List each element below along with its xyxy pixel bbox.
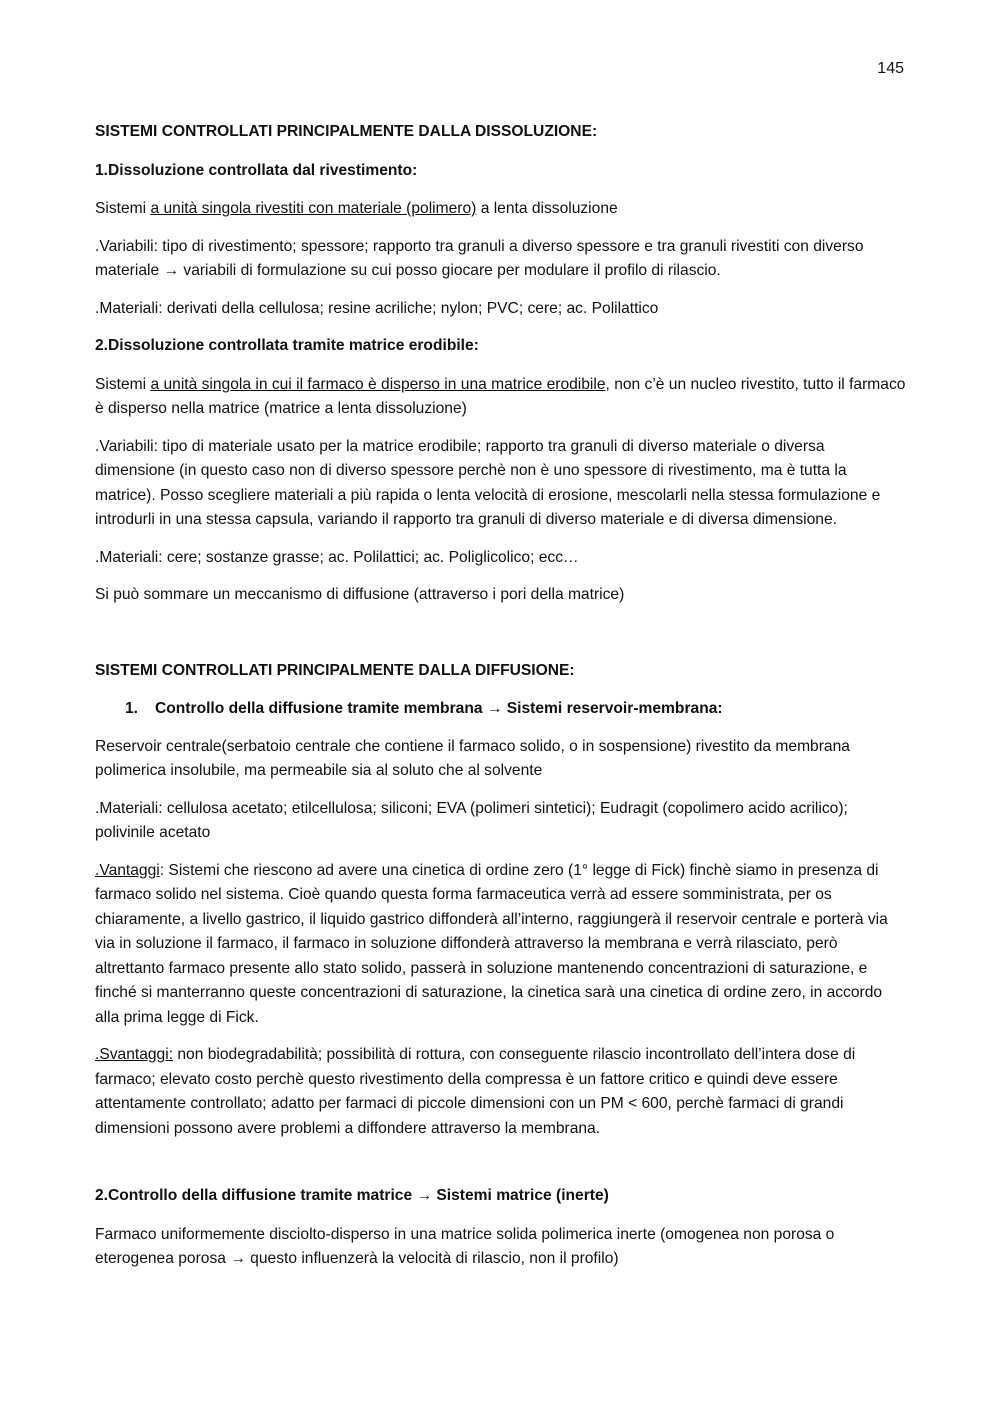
paragraph: Reservoir centrale(serbatoio centrale che contiene il farmaco solido, o in sospensione) rivestito da membrana polimerica insolubile, ma permeabile sia al soluto che al solvente — [95, 737, 850, 779]
underlined-text: a unità singola rivestiti con materiale (polimero) — [150, 200, 477, 217]
underlined-text: a unità singola in cui il farmaco è disperso in una matrice erodibile — [150, 375, 606, 393]
paragraph: .Materiali: cere; sostanze grasse; ac. Polilattici; ac. Poliglicolico; ecc… — [95, 548, 579, 566]
paragraph: .Variabili: tipo di rivestimento; spessore; rapporto tra granuli a diverso spessore e tra granuli rivestiti con diverso materiale → variabili di formulazione su cui posso giocare per modulare il profilo di rilascio. — [95, 237, 864, 279]
subheading-matrix-diffusion: 2.Controllo della diffusione tramite matrice → Sistemi matrice (inerte) — [95, 1187, 609, 1204]
paragraph: .Materiali: derivati della cellulosa; resine acriliche; nylon; PVC; cere; ac. Polilattico — [95, 299, 659, 317]
paragraph: .Variabili: tipo di materiale usato per la matrice erodibile; rapporto tra granuli di diverso materiale o diversa dimensione (in questo caso non di diverso spessore perchè non è uno spessore di rivestimento, ma è tutta la matrice). Posso scegliere materiali a più rapida o lenta velocità di erosione, mescolarli nella stessa formulazione e introdurli in una stessa capsula, variando il rapporto tra granuli di diverso materiale e di diversa dimensione. — [95, 437, 881, 528]
paragraph: Sistemi a unità singola rivestiti con materiale (polimero) a lenta dissoluzione — [95, 200, 618, 217]
section-heading-diffusion: SISTEMI CONTROLLATI PRINCIPALMENTE DALLA DIFFUSIONE: — [95, 661, 575, 679]
subheading-coating-dissolution: 1.Dissoluzione controllata dal rivestimento: — [95, 161, 418, 179]
page-number: 145 — [877, 60, 904, 77]
paragraph: Farmaco uniformemente disciolto-disperso in una matrice solida polimerica inerte (omogenea non porosa o eterogenea porosa → questo influenzerà la velocità di rilascio, non il profilo) — [95, 1225, 835, 1267]
underlined-text: .Vantaggi — [95, 861, 160, 879]
underlined-text: .Svantaggi: — [95, 1046, 174, 1063]
paragraph: Si può sommare un meccanismo di diffusione (attraverso i pori della matrice) — [95, 586, 625, 603]
section-heading-dissolution: SISTEMI CONTROLLATI PRINCIPALMENTE DALLA DISSOLUZIONE: — [95, 123, 598, 140]
paragraph: .Vantaggi: Sistemi che riescono ad avere una cinetica di ordine zero (1° legge di Fick) finchè siamo in presenza di farmaco solido nel sistema. Cioè quando questa forma farmaceutica verrà ad essere somministrata, per os chiaramente, a livello gastrico, il liquido gastrico diffonderà all’interno, raggiungerà il reservoir centrale e porterà via via in soluzione il farmaco, il farmaco in soluzione diffonderà attraverso la membrana e verrà rilasciato, però altrettanto farmaco presente allo stato solido, passerà in soluzione mantenendo concentrazioni di saturazione, e finché si manterranno queste concentrazioni di saturazione, la cinetica sarà una cinetica di ordine zero, in accordo alla prima legge di Fick. — [95, 861, 888, 1026]
paragraph: .Materiali: cellulosa acetato; etilcellulosa; siliconi; EVA (polimeri sintetici); Eudragit (copolimero acido acrilico); polivinile acetato — [95, 799, 848, 841]
numbered-subheading: 1. Controllo della diffusione tramite membrana → Sistemi reservoir-membrana: — [125, 700, 723, 717]
paragraph: Sistemi a unità singola in cui il farmaco è disperso in una matrice erodibile, non c’è un nucleo rivestito, tutto il farmaco è disperso nella matrice (matrice a lenta dissoluzione) — [95, 375, 906, 417]
page-content — [95, 120, 907, 1285]
paragraph: .Svantaggi: non biodegradabilità; possibilità di rottura, con conseguente rilascio incontrollato dell’intera dose di farmaco; elevato costo perchè questo rivestimento della compressa è un fattore critico e quindi deve essere attentamente controllato; adatto per farmaci di piccole dimensioni con un PM < 600, perchè farmaci di grandi dimensioni possono avere problemi a diffondere attraverso la membrana. — [95, 1046, 856, 1137]
subheading-erodible-matrix: 2.Dissoluzione controllata tramite matrice erodibile: — [95, 337, 479, 354]
